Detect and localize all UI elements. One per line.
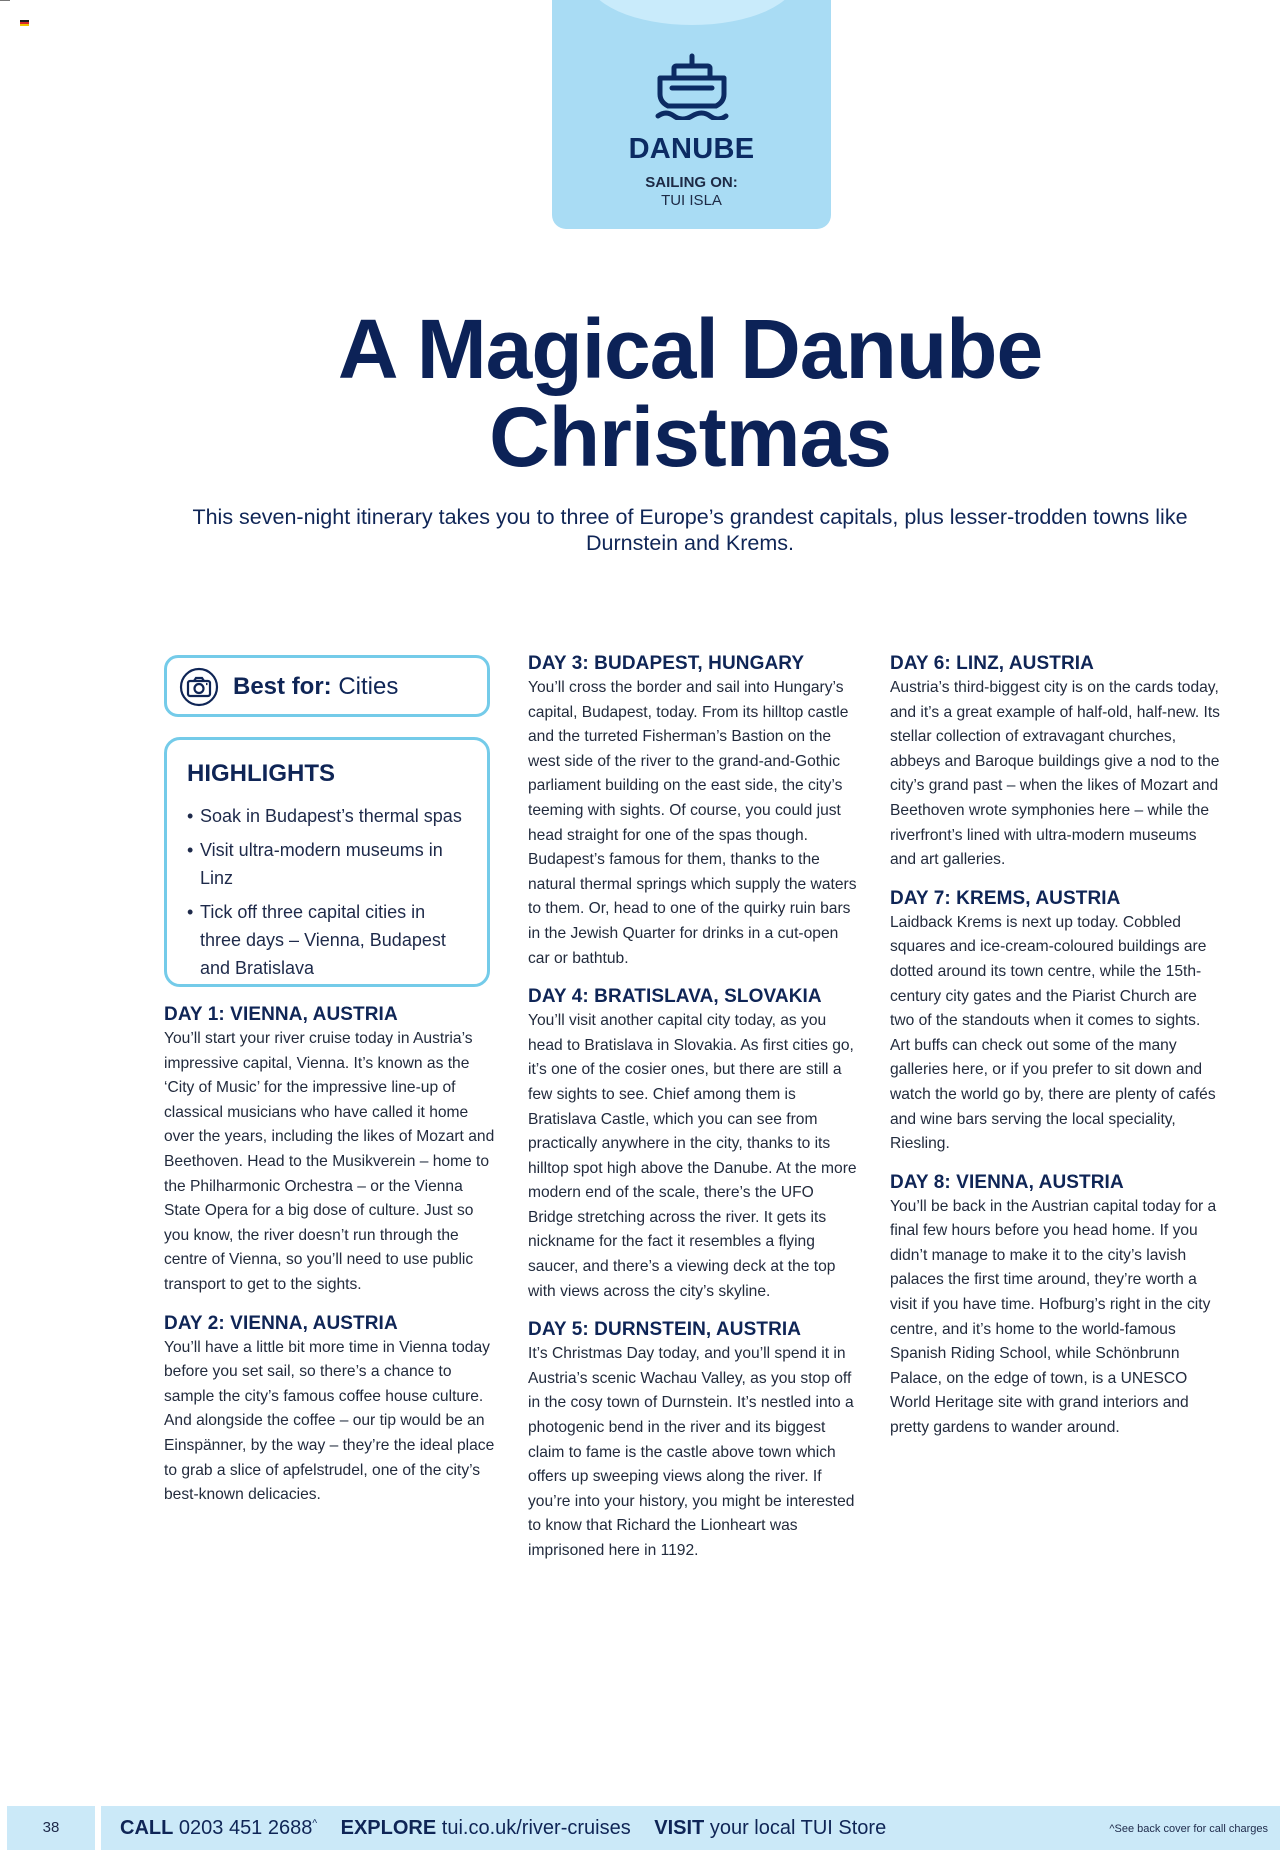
day-5	[528, 1318, 860, 1563]
day-heading: DAY 6: LINZ, AUSTRIA	[890, 653, 1094, 674]
day-4	[528, 985, 860, 1304]
call-number[interactable]: 0203 451 2688	[178, 1817, 313, 1839]
tab-glow	[587, 0, 797, 25]
ship-name: TUI ISLA	[661, 192, 722, 209]
day-text: You’ll cross the border and sail into Hungary’s capital, Budapest, today. From its hilltop castle and the turreted Fisherman’s Bastion on the west side of the river to the grand-and-Gothic parliament building on the east side, the city’s teeming with sights. Of course, you could just head straight for one of the spas though. Budapest’s famous for them, thanks to the natural thermal springs which supply the waters to them. Or, head to one of the quirky ruin bars in the Jewish Quarter for drinks in a cut-open car or bathtub.	[528, 679, 857, 967]
day-heading: DAY 8: VIENNA, AUSTRIA	[890, 1171, 1124, 1193]
contact-line	[120, 1817, 886, 1840]
day-text: It’s Christmas Day today, and you’ll spend it in Austria’s scenic Wachau Valley, as you stop off in the cosy town of Durnstein. It’s nestled into a photogenic bend in the river and its biggest claim to fame is the castle above town which offers up sweeping views along the river. If you’re into your history, you might be interested to know that Richard the Lionheart was imprisoned here in 1192.	[528, 1345, 855, 1559]
river-name: DANUBE	[628, 133, 755, 165]
best-for-box	[164, 655, 490, 717]
explore-link[interactable]: tui.co.uk/river-cruises	[441, 1817, 631, 1839]
camera-icon	[179, 667, 219, 707]
highlight-item: • Tick off three capital cities in three days – Vienna, Budapest and Bratislava	[187, 898, 469, 982]
day-text: You’ll be back in the Austrian capital today for a final few hours before you head home. If you didn’t manage to make it to the city’s lavish palaces the first time around, they’re worth a visit if you have time. Hofburg’s right in the city centre, and it’s home to the world-famous Spanish Riding School, while Schönbrunn Palace, on the edge of town, is a UNESCO World Heritage site with grand interiors and pretty gardens to wander around.	[890, 1197, 1217, 1437]
highlights-list	[187, 802, 469, 982]
call-mark: ^	[312, 1818, 318, 1830]
page-number: 38	[7, 1806, 95, 1850]
highlights-box	[164, 737, 490, 987]
itinerary-column-2	[528, 652, 860, 1578]
day-8	[890, 1171, 1222, 1441]
day-1	[164, 1003, 496, 1298]
day-heading: DAY 4: BRATISLAVA, SLOVAKIA	[528, 986, 822, 1008]
day-text: Austria’s third-biggest city is on the cards today, and it’s a great example of half-old, half-new. Its stellar collection of extravagant churches, abbeys and Baroque buildings give a nod to the city’s grand past – when the likes of Mozart and Beethoven wrote symphonies here – while the riverfront’s lined with ultra-modern museums and art galleries.	[890, 679, 1220, 869]
day-text: Laidback Krems is next up today. Cobbled squares and ice-cream-coloured buildings are dotted around its town centre, while the 15th-century city gates and the Piarist Church are two of the standouts when it comes to sights. Art buffs can check out some of the many galleries here, or if you prefer to sit down and watch the world go by, there are plenty of cafés and wine bars serving the local speciality, Riesling.	[890, 913, 1216, 1153]
day-heading: DAY 7: KREMS, AUSTRIA	[890, 887, 1121, 909]
sailing-on-label: SAILING ON:	[645, 174, 738, 191]
page-subtitle: This seven-night itinerary takes you to three of Europe’s grandest capitals, plus lesser-trodden towns like Durnstein and Krems.	[192, 505, 1188, 555]
day-2	[164, 1312, 496, 1508]
call-charges-note: ^See back cover for call charges	[1109, 1823, 1268, 1835]
day-text: You’ll start your river cruise today in Austria’s impressive capital, Vienna. It’s known as the ‘City of Music’ for the impressive line-up of classical musicians who have called it home over the years, including the likes of Mozart and Beethoven. Head to the Musikverein – home to the Philharmonic Orchestra – or the Vienna State Opera for a big dose of culture. Just so you know, the river doesn’t run through the centre of Vienna, so you’ll need to use public transport to get to the sights.	[164, 1030, 495, 1293]
best-for-label: Best for:	[233, 673, 332, 700]
best-for-text	[233, 673, 398, 701]
itinerary-column-1	[164, 1003, 496, 1522]
visit-label: VISIT	[654, 1817, 705, 1839]
contact-bar	[101, 1806, 1280, 1850]
call-label: CALL	[120, 1817, 174, 1839]
visit-text: your local TUI Store	[709, 1817, 887, 1839]
itinerary-column-3	[890, 652, 1222, 1455]
day-heading: DAY 5: DURNSTEIN, AUSTRIA	[528, 1319, 802, 1341]
corner-mark	[0, 0, 10, 1]
day-heading: DAY 1: VIENNA, AUSTRIA	[164, 1004, 398, 1025]
best-for-value: Cities	[338, 673, 399, 700]
day-7	[890, 887, 1222, 1157]
highlight-item: • Soak in Budapest’s thermal spas	[187, 802, 469, 830]
footer	[7, 1806, 1280, 1850]
page-title: A Magical Danube Christmas	[337, 302, 1043, 484]
day-3	[528, 652, 860, 971]
day-heading: DAY 3: BUDAPEST, HUNGARY	[528, 653, 805, 674]
ship-icon	[652, 52, 732, 120]
river-tab	[552, 0, 831, 229]
day-text: You’ll visit another capital city today, as you head to Bratislava in Slovakia. As first cities go, it’s one of the cosier ones, but there are still a few sights to see. Chief among them is Bratislava Castle, which you can see from practically anywhere in the city, thanks to its hilltop spot high above the Danube. At the more modern end of the scale, there’s the UFO Bridge stretching across the river. It gets its nickname for the fact it resembles a flying saucer, and there’s a viewing deck at the top with views across the city’s skyline.	[528, 1012, 857, 1300]
german-flag-icon[interactable]	[20, 20, 29, 27]
day-heading: DAY 2: VIENNA, AUSTRIA	[164, 1312, 398, 1334]
day-text: You’ll have a little bit more time in Vienna today before you set sail, so there’s a chance to sample the city’s famous coffee house culture. And alongside the coffee – our tip would be an Einspänner, by the way – they’re the ideal place to grab a slice of apfelstrudel, one of the city’s best-known delicacies.	[164, 1338, 495, 1504]
explore-label: EXPLORE	[340, 1817, 437, 1839]
highlight-item: • Visit ultra-modern museums in Linz	[187, 836, 469, 892]
highlights-heading: HIGHLIGHTS	[187, 760, 335, 787]
day-6	[890, 652, 1222, 873]
